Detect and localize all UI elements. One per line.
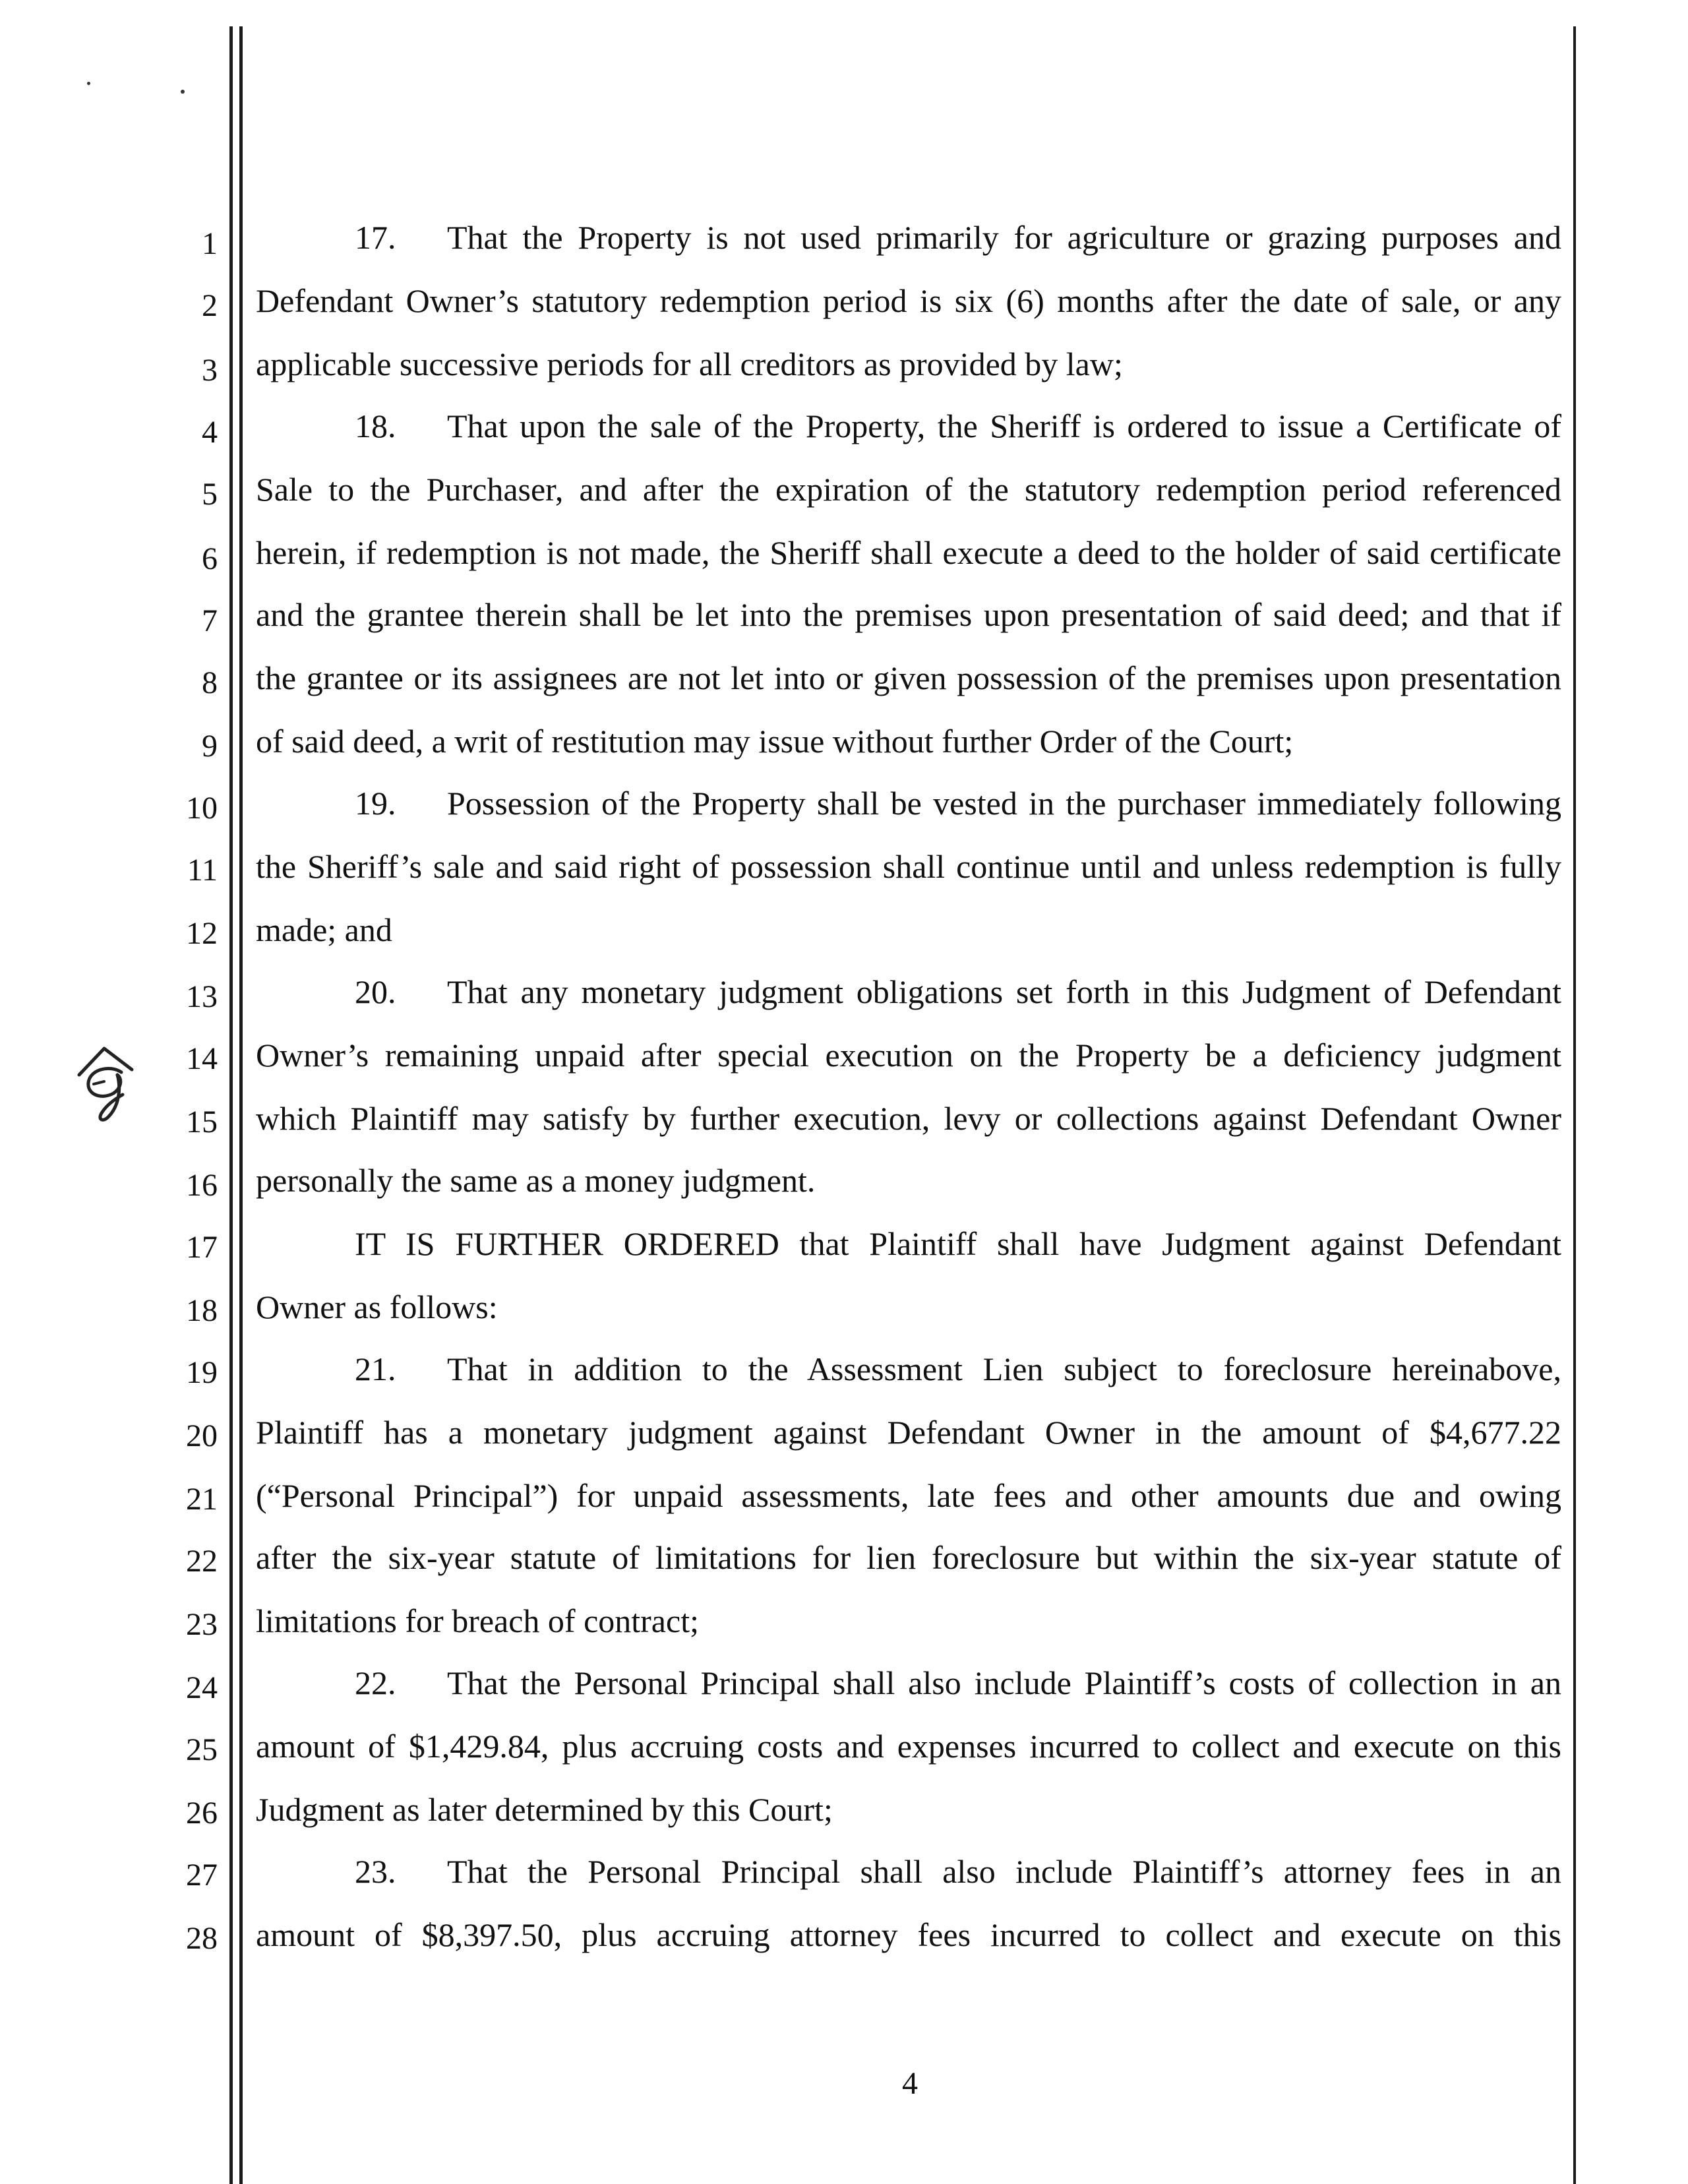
line-number: 2 (202, 288, 218, 323)
text-line: amount of $1,429.84, plus accruing costs and expenses incurred to collect and execute on this (256, 1728, 1561, 1765)
line-number: 26 (186, 1796, 218, 1831)
scan-speck (87, 82, 90, 85)
text-line: of said deed, a writ of restitution may issue without further Order of the Court; (256, 723, 1294, 760)
paragraph-number: 23. (355, 1853, 396, 1890)
handwritten-initials (53, 1029, 145, 1128)
line-number: 1 (202, 226, 218, 261)
text-line: and the grantee therein shall be let into the premises upon presentation of said deed; and that if (256, 596, 1561, 633)
text-line: the Sheriff’s sale and said right of possession shall continue until and unless redemption is fully (256, 848, 1561, 885)
text-line: Judgment as later determined by this Court; (256, 1791, 833, 1828)
line-number: 18 (186, 1293, 218, 1328)
line-number: 17 (186, 1230, 218, 1265)
text-line: personally the same as a money judgment. (256, 1162, 816, 1199)
text-line: 19. Possession of the Property shall be vested in the purchaser immediately following (355, 785, 1561, 822)
text-line: the grantee or its assignees are not let into or given possession of the premises upon presentation (256, 659, 1561, 696)
right-margin-rule (1573, 26, 1576, 2184)
line-number: 21 (186, 1482, 218, 1517)
text-line: made; and (256, 911, 392, 948)
line-number-column (158, 0, 218, 2184)
text-line: 20. That any monetary judgment obligations set forth in this Judgment of Defendant (355, 973, 1561, 1010)
line-number: 24 (186, 1670, 218, 1705)
line-number: 27 (186, 1858, 218, 1893)
line-number: 22 (186, 1544, 218, 1579)
text-line: after the six-year statute of limitations for lien foreclosure but within the six-year statute of (256, 1539, 1561, 1576)
line-number: 14 (186, 1041, 218, 1076)
left-margin-rule-outer (229, 26, 233, 2184)
line-number: 7 (202, 603, 218, 638)
paragraph-number: 21. (355, 1350, 396, 1387)
paragraph-number: 17. (355, 219, 396, 256)
line-number: 19 (186, 1355, 218, 1390)
line-number: 13 (186, 979, 218, 1014)
line-number: 8 (202, 665, 218, 700)
text-line: Sale to the Purchaser, and after the expiration of the statutory redemption period referenced (256, 471, 1561, 508)
paragraph-number: 18. (355, 408, 396, 444)
line-number: 15 (186, 1105, 218, 1139)
text-line: 17. That the Property is not used primarily for agriculture or grazing purposes and (355, 219, 1561, 256)
paragraph-number: 22. (355, 1664, 396, 1701)
text-line: 18. That upon the sale of the Property, the Sheriff is ordered to issue a Certificate of (355, 408, 1561, 444)
line-number: 28 (186, 1921, 218, 1956)
line-number: 6 (202, 541, 218, 576)
text-line: 23. That the Personal Principal shall also include Plaintiff’s attorney fees in an (355, 1853, 1561, 1890)
body-text (256, 0, 1561, 2184)
line-number: 5 (202, 477, 218, 512)
text-line: which Plaintiff may satisfy by further execution, levy or collections against Defendant Owner (256, 1100, 1561, 1137)
left-margin-rule-inner (239, 26, 243, 2184)
line-number: 23 (186, 1607, 218, 1642)
line-number: 10 (186, 791, 218, 826)
text-line: limitations for breach of contract; (256, 1602, 699, 1639)
line-number: 20 (186, 1418, 218, 1453)
line-number: 9 (202, 729, 218, 764)
text-line: (“Personal Principal”) for unpaid assessments, late fees and other amounts due and owing (256, 1477, 1561, 1514)
line-number: 11 (187, 853, 218, 888)
text-line: IT IS FURTHER ORDERED that Plaintiff shall have Judgment against Defendant (355, 1225, 1561, 1262)
text-line: 21. That in addition to the Assessment Lien subject to foreclosure hereinabove, (355, 1350, 1561, 1387)
text-line: Plaintiff has a monetary judgment against Defendant Owner in the amount of $4,677.22 (256, 1414, 1561, 1451)
text-line: Owner as follows: (256, 1289, 498, 1325)
text-line: 22. That the Personal Principal shall also include Plaintiff’s costs of collection in an (355, 1664, 1561, 1701)
text-line: herein, if redemption is not made, the Sheriff shall execute a deed to the holder of said certificate (256, 534, 1561, 571)
text-line: amount of $8,397.50, plus accruing attorney fees incurred to collect and execute on this (256, 1916, 1561, 1953)
line-number: 3 (202, 353, 218, 388)
paragraph-number: 20. (355, 973, 396, 1010)
text-line: Owner’s remaining unpaid after special execution on the Property be a deficiency judgment (256, 1037, 1561, 1074)
text-line: applicable successive periods for all creditors as provided by law; (256, 346, 1123, 382)
text-line: Defendant Owner’s statutory redemption period is six (6) months after the date of sale, or any (256, 282, 1561, 319)
line-number: 4 (202, 415, 218, 450)
line-number: 16 (186, 1168, 218, 1203)
line-number: 25 (186, 1732, 218, 1767)
paragraph-number: 19. (355, 785, 396, 822)
line-number: 12 (186, 916, 218, 951)
page-number: 4 (902, 2066, 918, 2101)
